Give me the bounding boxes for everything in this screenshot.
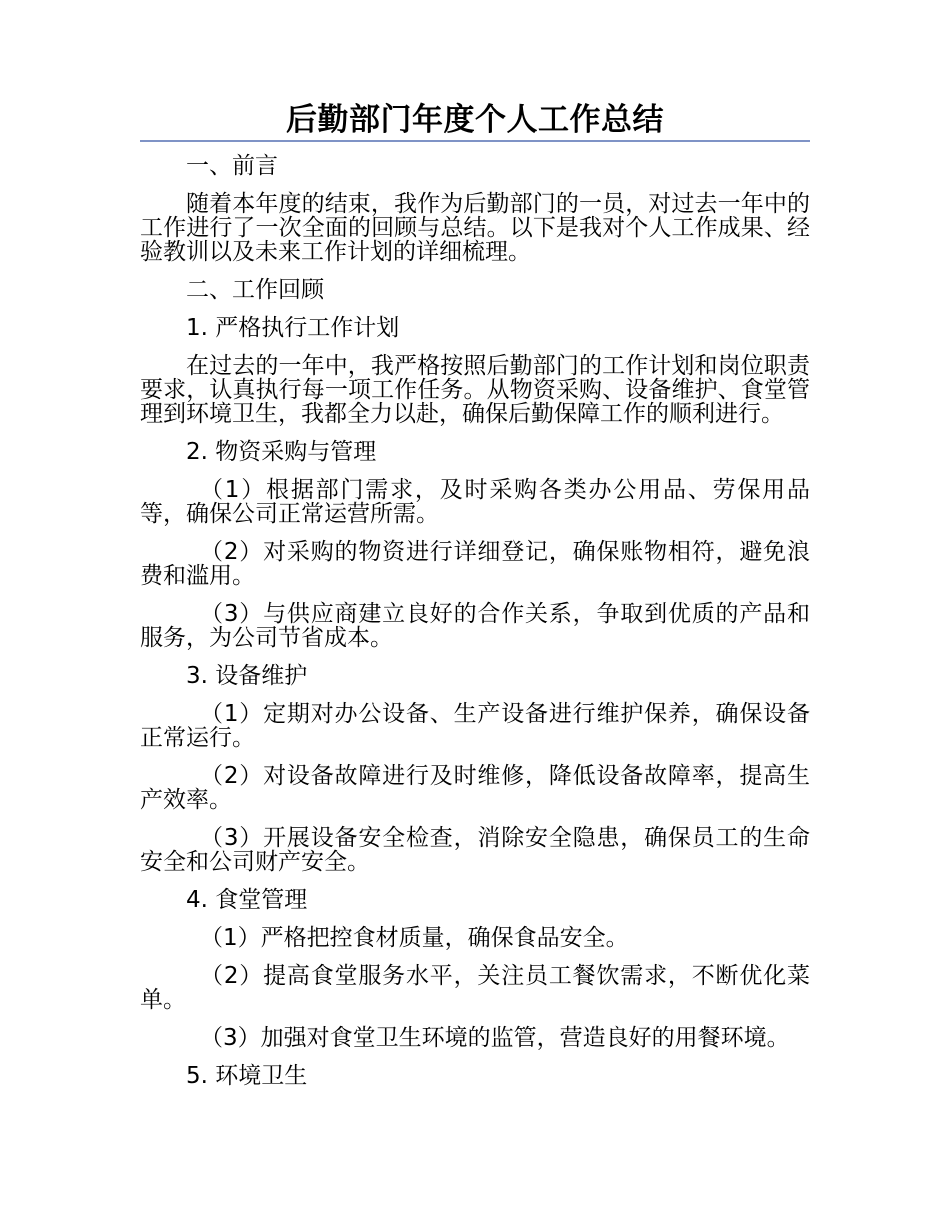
section-4-item: （3）加强对食堂卫生环境的监管，营造良好的用餐环境。	[200, 1025, 790, 1051]
section-2-title: 2. 物资采购与管理	[186, 439, 377, 465]
section-1-title: 1. 严格执行工作计划	[186, 315, 400, 341]
heading-review: 二、工作回顾	[186, 277, 324, 303]
section-2-item: （2）对采购的物资进行详细登记，确保账物相符，避免浪费和滥用。	[140, 539, 810, 589]
heading-preface: 一、前言	[186, 153, 278, 179]
section-2-item: （1）根据部门需求，及时采购各类办公用品、劳保用品等，确保公司正常运营所需。	[140, 477, 810, 527]
section-3-title: 3. 设备维护	[186, 663, 308, 689]
section-4-item: （2）提高食堂服务水平，关注员工餐饮需求，不断优化菜单。	[140, 963, 810, 1013]
document-page	[140, 100, 810, 1102]
preface-paragraph: 随着本年度的结束，我作为后勤部门的一员，对过去一年中的工作进行了一次全面的回顾与总结。以下是我对个人工作成果、经验教训以及未来工作计划的详细梳理。	[140, 191, 810, 265]
document-title: 后勤部门年度个人工作总结	[286, 102, 664, 138]
section-2-item: （3）与供应商建立良好的合作关系，争取到优质的产品和服务，为公司节省成本。	[140, 601, 810, 651]
section-3-item: （3）开展设备安全检查，消除安全隐患，确保员工的生命安全和公司财产安全。	[140, 825, 810, 875]
section-4-item: （1）严格把控食材质量，确保食品安全。	[200, 925, 629, 951]
section-1-paragraph: 在过去的一年中，我严格按照后勤部门的工作计划和岗位职责要求，认真执行每一项工作任务。从物资采购、设备维护、食堂管理到环境卫生，我都全力以赴，确保后勤保障工作的顺利进行。	[140, 353, 810, 427]
section-3-item: （2）对设备故障进行及时维修，降低设备故障率，提高生产效率。	[140, 763, 810, 813]
section-4-title: 4. 食堂管理	[186, 887, 308, 913]
section-5-title: 5. 环境卫生	[186, 1063, 308, 1089]
title-underline	[140, 140, 810, 142]
section-3-item: （1）定期对办公设备、生产设备进行维护保养，确保设备正常运行。	[140, 701, 810, 751]
